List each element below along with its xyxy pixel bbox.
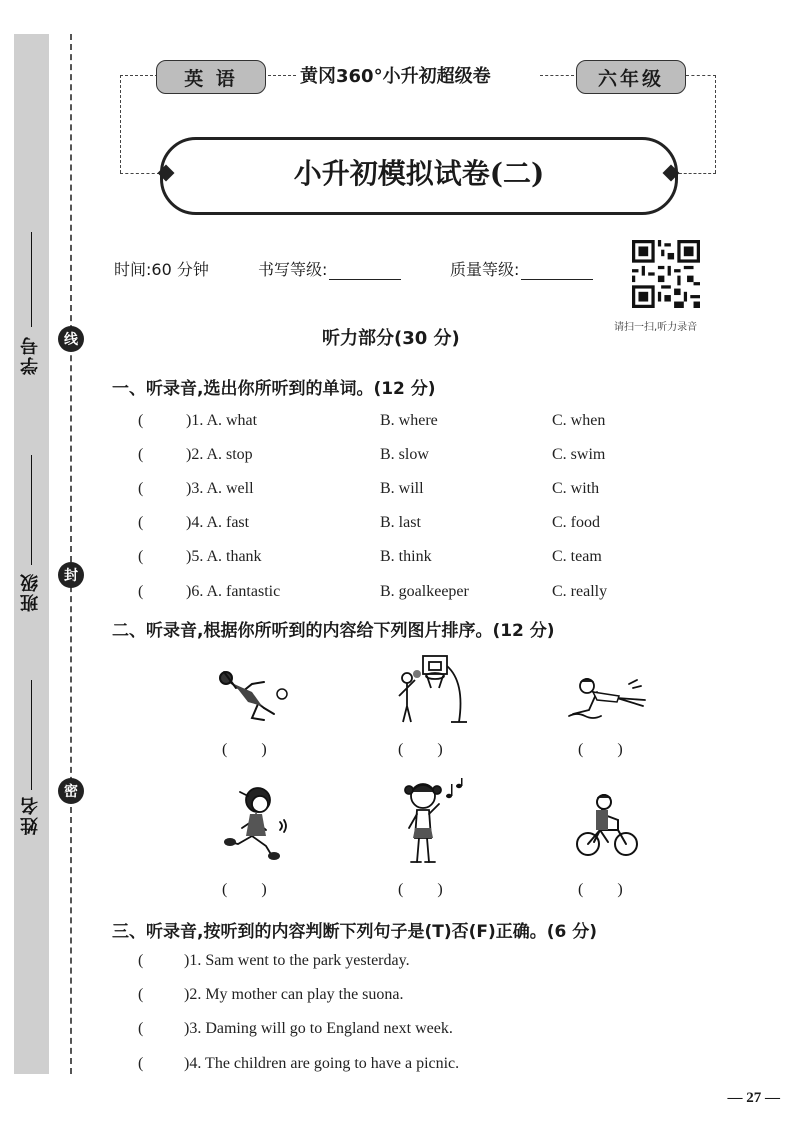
statement-text: )4. The children are going to have a picnic. (184, 1055, 460, 1072)
page-number: — 27 — (727, 1090, 780, 1106)
grade-badge: 六年级 (576, 60, 686, 94)
option-c: C. really (552, 583, 608, 600)
answer-paren[interactable]: ( (138, 1055, 144, 1072)
q3-heading: 三、听录音,按听到的内容判断下列句子是(T)否(F)正确。(6 分) (112, 922, 598, 942)
q2-heading: 二、听录音,根据你所听到的内容给下列图片排序。(12 分) (112, 621, 555, 641)
student-id-line (31, 232, 32, 327)
option-a: )2. A. stop (186, 446, 253, 463)
q1-item (138, 480, 758, 502)
header-dash-left (120, 75, 158, 76)
option-a: )6. A. fantastic (186, 583, 281, 600)
page-title: 小升初模拟试卷(二) (293, 157, 545, 190)
goalkeeper-icon (212, 664, 292, 726)
order-bracket[interactable]: ( ) (578, 741, 623, 758)
running-girl-icon (222, 782, 296, 862)
q1-item (138, 583, 758, 605)
header-dash-right-v (715, 75, 716, 173)
name-line (31, 680, 32, 790)
answer-paren[interactable]: ( (138, 514, 144, 531)
writing-grade-label: 书写等级: (258, 260, 328, 279)
option-b: B. will (380, 480, 424, 497)
quality-grade-blank[interactable] (521, 263, 593, 280)
answer-paren[interactable]: ( (138, 952, 144, 969)
order-bracket[interactable]: ( ) (398, 881, 443, 898)
student-id-label: 学号 (20, 335, 41, 375)
class-line (31, 455, 32, 565)
answer-paren[interactable]: ( (138, 583, 144, 600)
name-label: 姓名 (20, 795, 41, 835)
q1-heading: 一、听录音,选出你所听到的单词。(12 分) (112, 379, 436, 399)
q1-item (138, 548, 758, 570)
header-dash-left-v (120, 75, 121, 173)
order-bracket[interactable]: ( ) (222, 881, 267, 898)
statement-text: )1. Sam went to the park yesterday. (184, 952, 410, 969)
answer-paren[interactable]: ( (138, 986, 144, 1003)
basketball-icon (393, 652, 473, 726)
answer-paren[interactable]: ( (138, 480, 144, 497)
answer-paren[interactable]: ( (138, 446, 144, 463)
option-b: B. last (380, 514, 421, 531)
option-a: )4. A. fast (186, 514, 250, 531)
header-dash-left-b (120, 173, 160, 174)
subject-badge: 英 语 (156, 60, 266, 94)
answer-paren[interactable]: ( (138, 412, 144, 429)
statement-text: )2. My mother can play the suona. (184, 986, 404, 1003)
option-b: B. where (380, 412, 438, 429)
option-c: C. swim (552, 446, 606, 463)
q1-item (138, 514, 758, 536)
series-title: 黄冈360°小升初超级卷 (300, 66, 491, 87)
seal-line-mark: 线 (58, 326, 84, 352)
class-label: 班级 (20, 572, 41, 612)
header-dash-mid-r (540, 75, 574, 76)
header-dash-right (686, 75, 716, 76)
option-a: )3. A. well (186, 480, 254, 497)
cyclist-icon (574, 790, 640, 858)
answer-paren[interactable]: ( (138, 1020, 144, 1037)
seal-secret-mark: 密 (58, 778, 84, 804)
option-b: B. think (380, 548, 432, 565)
option-b: B. slow (380, 446, 429, 463)
option-a: )5. A. thank (186, 548, 262, 565)
singing-girl-icon (393, 778, 469, 868)
option-c: C. food (552, 514, 600, 531)
listening-part-title: 听力部分(30 分) (322, 328, 460, 349)
seal-seal-mark: 封 (58, 562, 84, 588)
statement-text: )3. Daming will go to England next week. (184, 1020, 453, 1037)
option-c: C. when (552, 412, 606, 429)
swimmer-icon (567, 670, 651, 720)
order-bracket[interactable]: ( ) (578, 881, 623, 898)
option-a: )1. A. what (186, 412, 258, 429)
qr-code-icon[interactable] (632, 240, 700, 308)
order-bracket[interactable]: ( ) (222, 741, 267, 758)
order-bracket[interactable]: ( ) (398, 741, 443, 758)
answer-paren[interactable]: ( (138, 548, 144, 565)
quality-grade-label: 质量等级: (450, 260, 520, 279)
header-dash-mid-l (268, 75, 296, 76)
cut-line (70, 34, 72, 1074)
writing-grade (258, 257, 401, 280)
header-dash-right-b (674, 173, 716, 174)
writing-grade-blank[interactable] (329, 263, 401, 280)
quality-grade (450, 257, 593, 280)
q1-item (138, 446, 758, 468)
option-b: B. goalkeeper (380, 583, 469, 600)
option-c: C. with (552, 480, 600, 497)
q1-item (138, 412, 758, 434)
time-limit: 时间:60 分钟 (114, 260, 209, 279)
option-c: C. team (552, 548, 602, 565)
qr-caption: 请扫一扫,听力录音 (614, 322, 698, 333)
